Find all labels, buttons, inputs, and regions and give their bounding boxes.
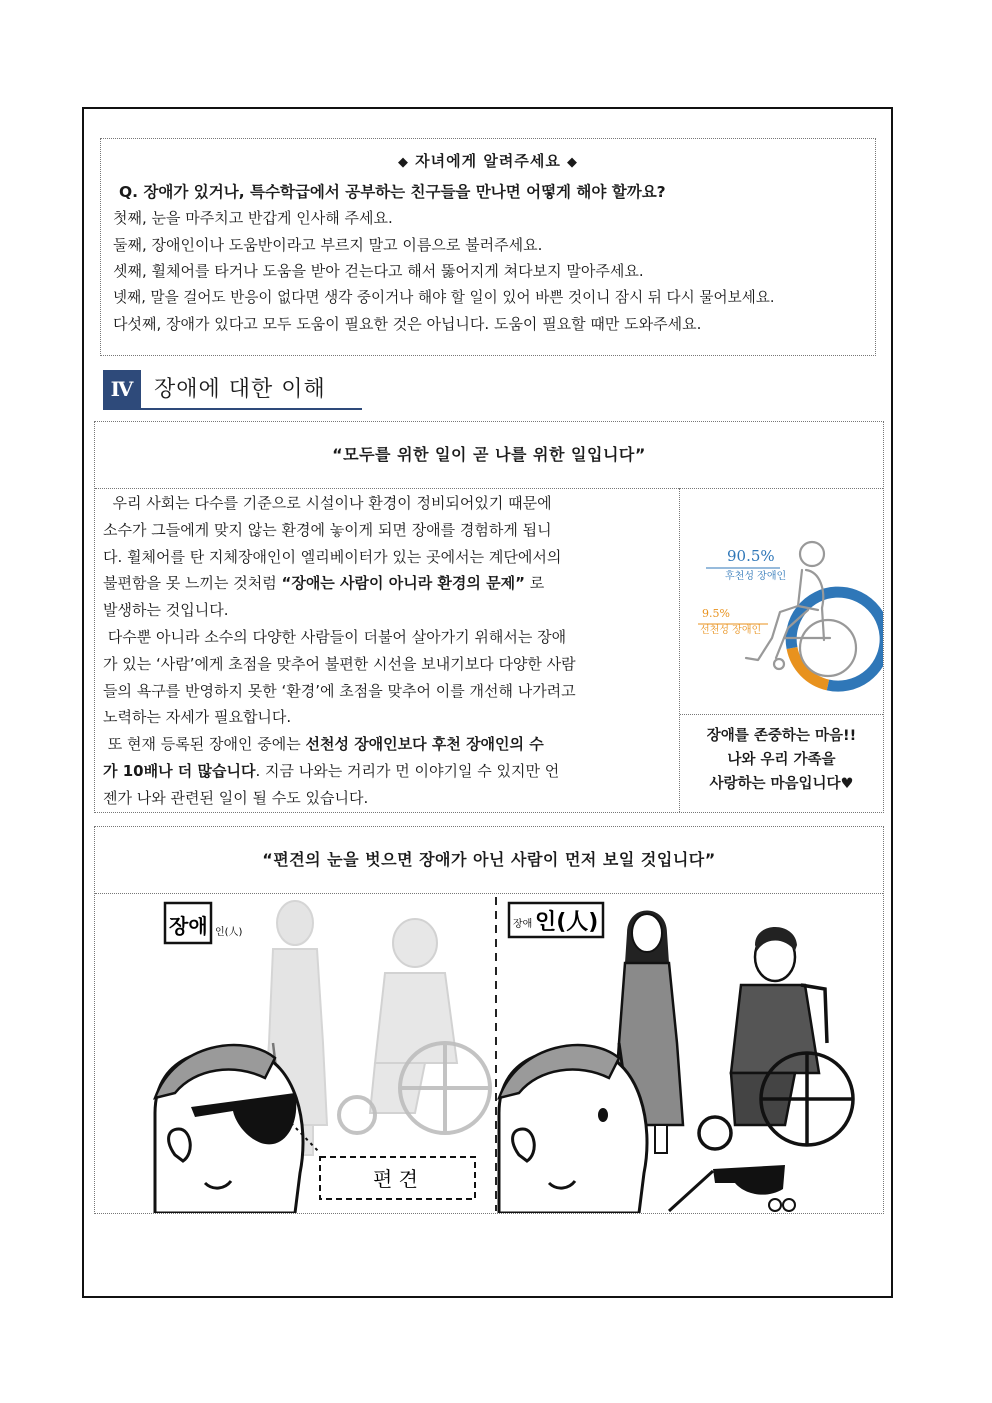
prejudice-box [94, 826, 884, 1214]
right-panel [499, 903, 853, 1213]
tip-item: 첫째, 눈을 마주치고 반갑게 인사해 주세요. [113, 209, 393, 227]
left-panel [155, 901, 490, 1213]
paragraph-line [103, 678, 671, 705]
paragraph-line [103, 570, 671, 597]
text-run: 가 있는 ‘사람’에게 초점을 맞추어 불편한 시선을 보내기보다 다양한 사람 [103, 654, 576, 673]
quote-heading: “모두를 위한 일이 곧 나를 위한 일입니다” [95, 422, 883, 489]
paragraph-line [103, 758, 671, 785]
congenital-stat-value: 9.5% [702, 607, 730, 620]
section-header [103, 370, 362, 410]
left-tag-small: 인(人) [215, 927, 243, 938]
paragraph-line [103, 731, 671, 758]
parent-tips-box [100, 138, 876, 356]
removed-sunglasses-icon [669, 1165, 795, 1211]
paragraph-line [103, 490, 671, 517]
prejudice-comic [95, 893, 883, 1213]
tip-item: 다섯째, 장애가 있다고 모두 도움이 필요한 것은 아닙니다. 도움이 필요할 때만 도와주세요. [113, 315, 702, 333]
text-run: 노력하는 자세가 필요합니다. [103, 708, 292, 727]
diamond-icon: ◆ [397, 155, 409, 170]
paragraph-line [103, 624, 671, 651]
section-number-badge: Ⅳ [103, 370, 141, 408]
wheelchair-stat-illustration [680, 488, 883, 715]
text-run: 다. 휠체어를 탄 지체장애인이 엘리베이터가 있는 곳에서는 계단에서의 [103, 547, 562, 566]
message-line: 나와 우리 가족을 [727, 752, 836, 768]
tips-question: Q. 장애가 있거나, 특수학급에서 공부하는 친구들을 만나면 어떻게 해야 할까요? [119, 183, 666, 201]
understanding-box [94, 421, 884, 813]
paragraph-line [103, 785, 671, 812]
text-run: 젠가 나와 관련된 일이 될 수도 있습니다. [103, 788, 369, 807]
wheelchair-user-icon [680, 488, 883, 714]
right-tag-small: 장애 [513, 919, 533, 930]
body-text [95, 488, 680, 812]
text-run: 또 현재 등록된 장애인 중에는 [103, 735, 306, 754]
section-title: 장애에 대한 이해 [154, 377, 326, 402]
paragraph-line [103, 704, 671, 731]
message-line: 사랑하는 마음입니다♥ [709, 776, 854, 792]
message-line: 장애를 존중하는 마음!! [706, 728, 857, 744]
text-run: 우리 사회는 다수를 기준으로 시설이나 환경이 정비되어있기 때문에 [103, 494, 552, 512]
tips-title [113, 149, 863, 173]
text-run: 로 [524, 574, 545, 593]
right-tag-big: 인(人) [535, 910, 599, 935]
tip-item: 둘째, 장애인이나 도움반이라고 부르지 말고 이름으로 불러주세요. [113, 235, 543, 254]
acquired-stat-label: 후천성 장애인 [725, 571, 787, 582]
tip-item: 넷째, 말을 걸어도 반응이 없다면 생각 중이거나 해야 할 일이 있어 바쁜 것이니 잠시 뒤 다시 물어보세요. [113, 288, 775, 306]
highlight-text: 선천성 장애인보다 후천 장애인의 수 [305, 735, 544, 754]
tips-title-text: 자녀에게 알려주세요 [415, 152, 561, 170]
paragraph-line [103, 597, 671, 624]
left-tag-big: 장애 [169, 914, 208, 938]
highlight-text: 가 10배나 더 많습니다 [103, 761, 256, 780]
text-run: 들의 욕구를 반영하지 못한 ‘환경’에 초점을 맞추어 이를 개선해 나가려고 [103, 681, 576, 700]
acquired-stat-value: 90.5% [727, 547, 775, 565]
section-underline [103, 408, 362, 410]
highlight-text: “장애는 사람이 아니라 환경의 문제” [281, 574, 525, 593]
comic-illustration [95, 893, 883, 1213]
respect-message [680, 714, 883, 812]
paragraph-line [103, 544, 671, 571]
text-run: 불편함을 못 느끼는 것처럼 [103, 574, 282, 593]
text-run: . 지금 나와는 거리가 먼 이야기일 수 있지만 언 [255, 761, 560, 780]
diamond-icon: ◆ [567, 155, 579, 170]
tip-item: 셋째, 휠체어를 타거나 도움을 받아 걷는다고 해서 뚫어지게 쳐다보지 말아주세요. [113, 262, 644, 280]
prejudice-label: 편 견 [373, 1167, 418, 1191]
text-run: 다수뿐 아니라 소수의 다양한 사람들이 더불어 살아가기 위해서는 장애 [103, 627, 567, 646]
quote-heading: “편견의 눈을 벗으면 장애가 아닌 사람이 먼저 보일 것입니다” [95, 827, 883, 894]
paragraph-line [103, 517, 671, 544]
text-run: 발생하는 것입니다. [103, 601, 229, 620]
congenital-stat-label: 선천성 장애인 [700, 625, 762, 636]
text-run: 소수가 그들에게 맞지 않는 환경에 놓이게 되면 장애를 경험하게 됩니 [103, 520, 552, 539]
paragraph-line [103, 651, 671, 678]
